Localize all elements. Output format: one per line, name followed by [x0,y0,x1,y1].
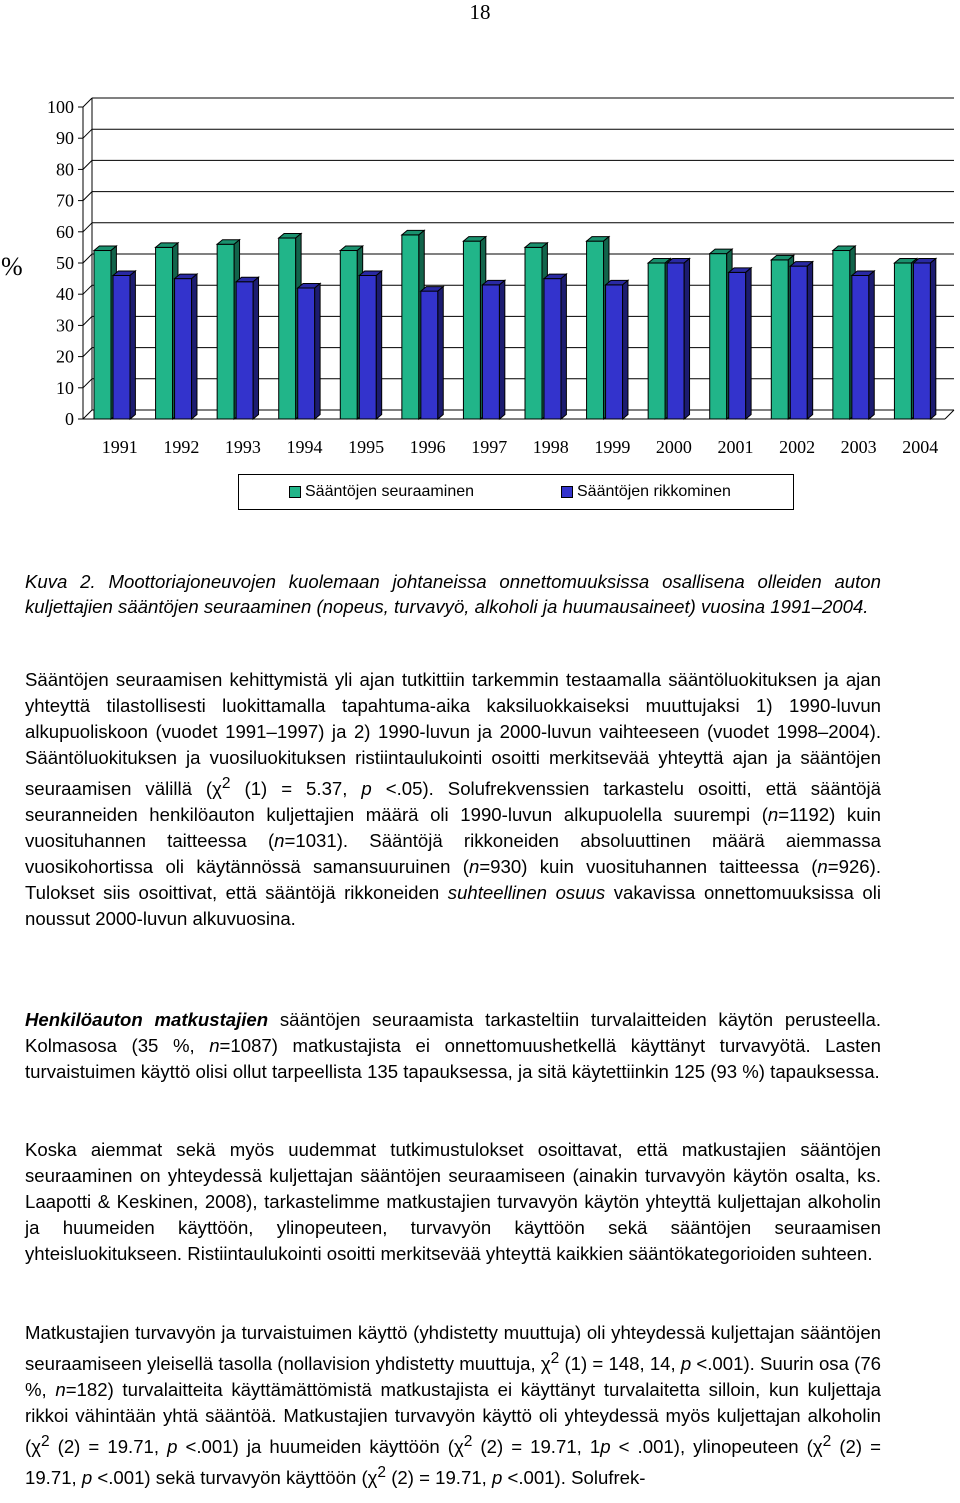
x-tick-label: 2000 [655,437,692,457]
x-tick-labels [102,437,938,457]
y-tick-label: 10 [56,377,74,398]
gridline-side [83,254,92,263]
y-tick-label: 70 [56,190,74,211]
bar-side [807,262,812,419]
legend-label-rikkominen: Sääntöjen rikkominen [577,483,731,500]
bar-seuraaminen-1992 [156,247,173,419]
y-tick-label: 60 [56,221,74,242]
legend-item-rikkominen [561,483,731,501]
paragraph-3: Koska aiemmat sekä myös uudemmat tutkimustulokset osoittavat, että matkustajien sääntöjen seuraaminen on yhteydessä kuljettajan sääntöjen seuraamiseen (ainakin turvavyön käytön osalta, ks. Laapotti & Keskinen, 2008), tarkastelimme matkustajien turvavyön käytön yhteyttä kuljettajan alkoholin ja huumeiden käyttöön, ylinopeuteen, turvavyön käyttöön sekä sääntöjen seuraamisen yhteisluokitukseen. Ristiintaulukointi osoitti merkitsevää yhteyttä kaikkien sääntökategorioiden suhteen. [25,1139,881,1264]
bar-rikkominen-1993 [236,282,253,419]
bar-seuraaminen-1996 [402,235,419,419]
x-tick-label: 2002 [779,437,816,457]
bar-rikkominen-1999 [606,285,623,419]
legend-label-seuraaminen: Sääntöjen seuraaminen [305,483,475,500]
bar-side [499,280,504,419]
y-tick-label: 20 [56,346,74,367]
page-number: 18 [469,0,491,24]
y-tick-label: 100 [47,97,74,117]
bar-seuraaminen-1998 [525,247,542,419]
axes [83,98,954,419]
gridline-side [83,129,92,138]
bar-seuraaminen-1993 [217,244,234,419]
bar-side [930,259,935,420]
gridline-side [83,316,92,325]
bar-seuraaminen-2000 [648,263,665,419]
y-axis-label: % [1,252,23,281]
gridline-side [83,160,92,169]
bar-rikkominen-1998 [544,279,561,419]
bar-side [623,280,628,419]
legend-swatch-rikkominen [561,486,573,498]
y-tick-label: 50 [56,253,74,273]
bar-side [438,287,443,419]
bar-side [253,277,258,419]
x-tick-label: 1998 [532,437,569,457]
bar-rikkominen-1996 [421,291,438,419]
y-tick-label: 30 [56,315,74,336]
gridlines [83,98,954,419]
x-tick-label: 2003 [840,437,877,457]
paragraph-4: Matkustajien turvavyön ja turvaistuimen käyttö (yhdistetty muuttuja) oli yhteydessä kuljettajan sääntöjen seuraamiseen yleisellä tasolla (nollavision yhdistetty muuttuja, $\chi^2$ (1) = 148, 14, p <.001). Suurin osa (76 %, n=182) turvalaitteita käyttämättömistä matkustajista ei käyttänyt turvalaitetta silloin, kun kuljettaja rikkoi vähintään yhtä sääntöä. Matkustajien turvavyön käyttö oli yhteydessä myös kuljettajan alkoholin ($\chi^2$ (2) = 19.71, p <.001) ja huumeiden käyttöön ($\chi^2$ (2) = 19.71, 1p < .001), ylinopeuteen ($\chi^2$ (2) = 19.71, p <.001) sekä turvavyön käyttöön ($\chi^2$ (2) = 19.71, p <.001). Solufrek- [25,1322,882,1489]
x-tick-label: 1997 [471,437,508,457]
legend-item-seuraaminen [289,483,474,501]
gridline-side [83,192,92,201]
x-tick-label: 1999 [594,437,631,457]
bar-seuraaminen-2002 [771,260,788,419]
paragraph-1: Sääntöjen seuraamisen kehittymistä yli ajan tutkittiin tarkemmin testaamalla sääntöluokituksen ja ajan yhteyttä tilastollisesti luokittamalla tapahtuma-aika kaksiluokkaiseksi muuttujaksi 1) 1990-luvun alkupuoliskoon (vuodet 1991–1997) ja 2) 1990-luvun ja 2000-luvun vaihteeseen (vuodet 1998–2004). Sääntöluokituksen ja vuosiluokituksen ristiintaulukointi osoitti merkitsevää yhteyttä ajan ja sääntöjen seuraamisen välillä ($\chi^2$ (1) = 5.37, p <.05). Solufrekvenssien tarkastelu osoitti, että sääntöjä seuranneiden henkilöauton kuljettajien määrä oli 1990-luvun alkupuolella suurempi (n=1192) kuin vuosituhannen taitteessa (n=1031). Sääntöjä rikkoneiden absoluuttinen määrä aiemmassa vuosikohortissa oli käytännössä samansuuruinen (n=930) kuin vuosituhannen taitteessa (n=926). Tulokset siis osoittivat, että sääntöjä rikkoneiden suhteellinen osuus vakavissa onnettomuuksissa oli noussut 2000-luvun alkuvuosina. [25,669,882,930]
bar-seuraaminen-1991 [94,251,111,419]
y-tick-labels [47,97,83,429]
y-tick-label: 90 [56,128,74,149]
bar-rikkominen-1995 [359,275,376,419]
floor-edge [945,410,954,419]
bar-rikkominen-1997 [482,285,499,419]
x-tick-label: 2004 [902,437,939,457]
bar-rikkominen-2000 [667,263,684,419]
chart-legend [238,474,794,510]
bar-chart [0,80,960,460]
y-tick-label: 40 [56,284,74,305]
gridline-side [83,379,92,388]
bar-side [130,271,135,419]
bar-seuraaminen-1994 [279,238,296,419]
bar-seuraaminen-2004 [894,263,911,419]
x-tick-label: 1996 [409,437,446,457]
bar-rikkominen-2001 [729,272,746,419]
bar-rikkominen-2003 [852,275,869,419]
bar-side [376,271,381,419]
figure-caption: Kuva 2. Moottoriajoneuvojen kuolemaan johtaneissa onnettomuuksissa osallisena olleiden auton kuljettajien sääntöjen seuraaminen (nopeus, turvavyö, alkoholi ja huumausaineet) vuosina 1991–2004. [25,571,881,617]
bar-side [684,259,689,420]
x-tick-label: 2001 [717,437,754,457]
bar-seuraaminen-1999 [587,241,604,419]
legend-swatch-seuraaminen [289,486,301,498]
bar-rikkominen-1991 [113,275,130,419]
y-tick-label: 0 [65,409,74,429]
bar-seuraaminen-1997 [463,241,480,419]
bar-side [192,274,197,419]
bar-seuraaminen-2003 [833,251,850,419]
x-tick-label: 1991 [101,437,138,457]
gridline-side [83,410,92,419]
bar-seuraaminen-1995 [340,251,357,419]
gridline-side [83,348,92,357]
gridline-side [83,223,92,232]
x-tick-label: 1994 [286,437,323,457]
bar-rikkominen-2002 [790,266,807,419]
paragraph-2: Henkilöauton matkustajien sääntöjen seuraamista tarkasteltiin turvalaitteiden käytön perusteella. Kolmasosa (35 %, n=1087) matkustajista ei onnettomuushetkellä käyttänyt turvavyötä. Lasten turvaistuimen käyttö olisi ollut tarpeellista 135 tapauksessa, ja sitä käytettiinkin 125 (93 %) tapauksessa. [25,1009,881,1082]
y-tick-label: 80 [56,159,74,180]
bar-side [561,274,566,419]
bars [94,230,936,419]
paragraph-2-heading: Henkilöauton matkustajien [25,1009,269,1030]
x-tick-label: 1995 [348,437,385,457]
bar-side [315,283,320,419]
gridline-side [83,98,92,107]
bar-rikkominen-1992 [175,279,192,419]
x-tick-label: 1993 [224,437,261,457]
bar-side [746,268,751,419]
bar-side [869,271,874,419]
bar-rikkominen-2004 [913,263,930,419]
bar-seuraaminen-2001 [710,254,727,419]
gridline-side [83,285,92,294]
x-tick-label: 1992 [163,437,200,457]
bar-rikkominen-1994 [298,288,315,419]
